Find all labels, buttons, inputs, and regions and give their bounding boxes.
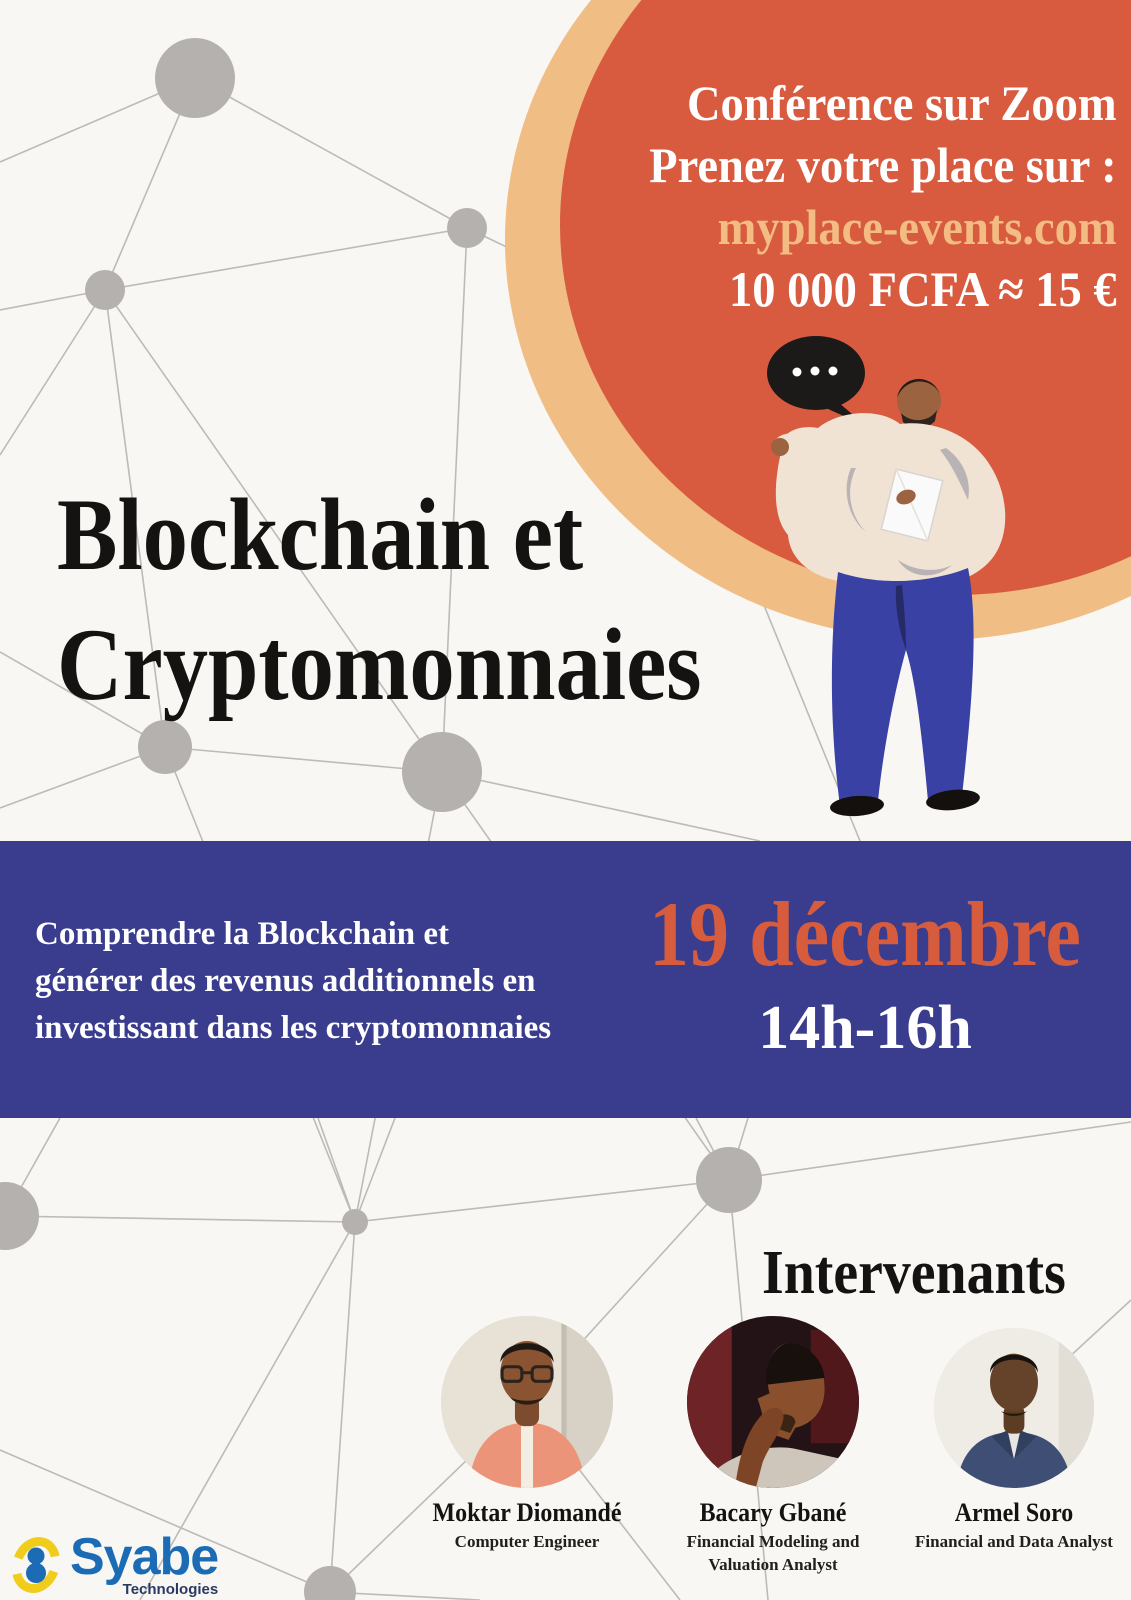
speaker-photo-avatar (441, 1316, 613, 1488)
description-line-3: investissant dans les cryptomonnaies (35, 1010, 552, 1046)
speaker-card (407, 1316, 647, 1553)
logo-subtitle: Technologies (122, 1581, 219, 1598)
speaker-role: Computer Engineer (454, 1532, 600, 1551)
description-line-1: Comprendre la Blockchain et (35, 916, 450, 952)
event-date: 19 décembre (649, 883, 1081, 985)
event-description (35, 911, 551, 1052)
speaker-name: Moktar Diomandé (432, 1498, 622, 1527)
logo-name: Syabe (70, 1528, 219, 1586)
promo-price: 10 000 FCFA ≈ 15 € (729, 261, 1117, 317)
description-line-2: générer des revenus additionnels en (35, 963, 536, 999)
promo-line-2: Prenez votre place sur : (649, 137, 1117, 193)
title-line-1: Blockchain et (57, 478, 584, 592)
promo-line-1: Conférence sur Zoom (687, 75, 1117, 131)
speaker-role: Financial Modeling and Valuation Analyst (686, 1532, 860, 1574)
speaker-name: Armel Soro (954, 1498, 1074, 1527)
event-banner (0, 841, 1131, 1118)
promo-block (650, 72, 1117, 320)
promo-website: myplace-events.com (718, 199, 1117, 255)
speaker-name: Bacary Gbané (699, 1498, 847, 1527)
speaker-role: Financial and Data Analyst (915, 1532, 1113, 1551)
title-line-2: Cryptomonnaies (57, 608, 702, 722)
speaker-photo-avatar (687, 1316, 859, 1488)
speakers-heading: Intervenants (762, 1239, 1066, 1307)
syabe-logo (12, 1528, 219, 1598)
speaker-card (899, 1328, 1129, 1553)
event-time: 14h-16h (758, 994, 972, 1062)
syabe-logo-icon (12, 1535, 60, 1595)
page-title (57, 470, 702, 730)
speaker-photo-avatar (934, 1328, 1094, 1488)
speaker-card (653, 1316, 893, 1576)
